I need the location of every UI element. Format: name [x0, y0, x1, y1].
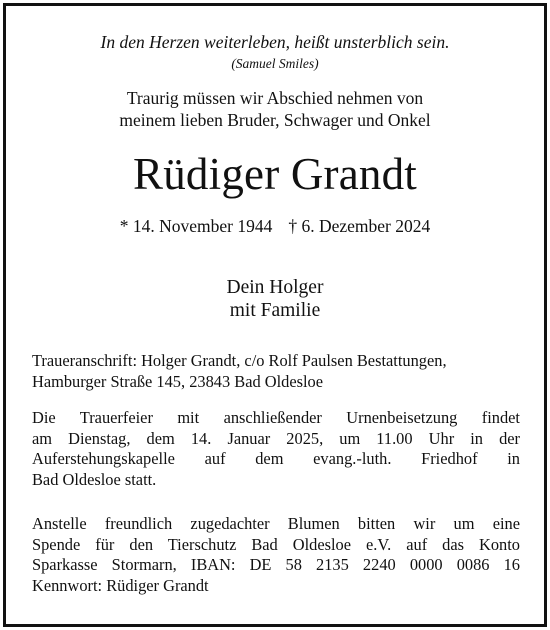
service-line-1: Die Trauerfeier mit anschließender Urnenbeisetzung findet [32, 408, 520, 427]
donation-line-1: Anstelle freundlich zugedachter Blumen bitten wir um eine [32, 514, 520, 533]
intro-text [0, 87, 550, 131]
epigraph-author: (Samuel Smiles) [231, 56, 319, 71]
death-date: † 6. Dezember 2024 [288, 216, 431, 236]
address-line-2: Hamburger Straße 145, 23843 Bad Oldesloe [32, 371, 324, 391]
service-line-4: Bad Oldesloe statt. [32, 469, 157, 489]
signer-line-2: mit Familie [229, 300, 321, 321]
birth-date: * 14. November 1944 [119, 216, 273, 236]
donation-request [32, 514, 520, 596]
donation-line-3: Sparkasse Stormarn, IBAN: DE 58 2135 2240 0000 0086 16 [32, 555, 520, 575]
address-line-1: Traueranschrift: Holger Grandt, c/o Rolf Paulsen Bestattungen, [32, 351, 447, 370]
signers [0, 276, 550, 322]
epigraph-quote: In den Herzen weiterleben, heißt unsterblich sein. [100, 32, 450, 52]
donation-line-4: Kennwort: Rüdiger Grandt [32, 575, 209, 595]
intro-line-2: meinem lieben Bruder, Schwager und Onkel [119, 110, 431, 130]
donation-line-2: Spende für den Tierschutz Bad Oldesloe e.V. auf das Konto [32, 534, 520, 554]
mourning-address [32, 351, 520, 392]
intro-line-1: Traurig müssen wir Abschied nehmen von [126, 88, 424, 108]
service-line-3: Auferstehungskapelle auf dem evang.-luth. Friedhof in [32, 449, 520, 469]
signer-line-1: Dein Holger [226, 277, 324, 298]
service-line-2: am Dienstag, dem 14. Januar 2025, um 11.00 Uhr in der [32, 428, 520, 448]
funeral-service-info [32, 408, 520, 490]
deceased-name: Rüdiger Grandt [133, 149, 417, 199]
life-dates [0, 215, 550, 237]
